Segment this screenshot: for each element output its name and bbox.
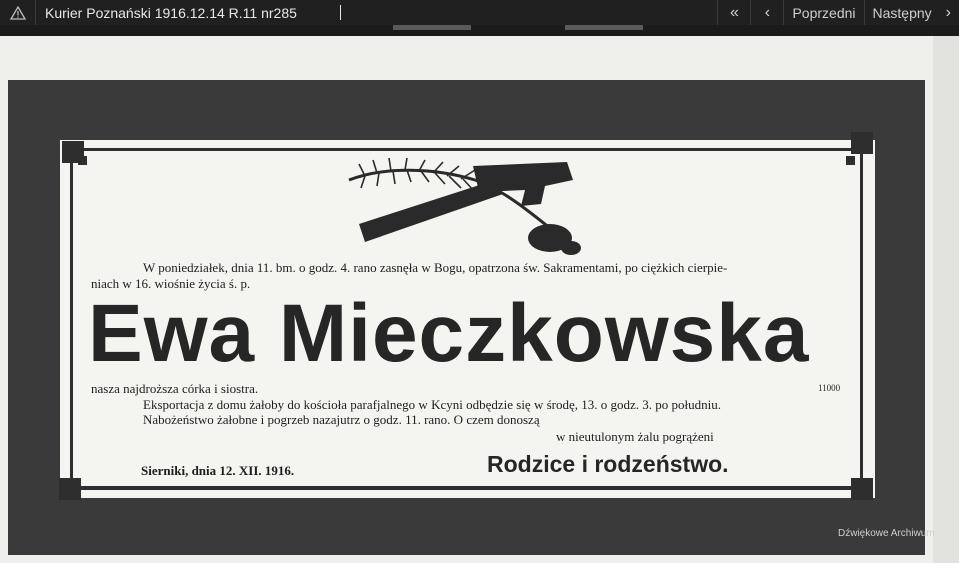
frame-corner bbox=[851, 478, 873, 500]
previous-button[interactable]: Poprzedni bbox=[783, 0, 863, 25]
intro-line-2: niach w 16. wiośnie życia ś. p. bbox=[91, 276, 251, 291]
toolbar bbox=[0, 0, 959, 25]
scroll-indicator bbox=[565, 25, 643, 30]
relation-line: nasza najdroższa córka i siostra. bbox=[91, 381, 259, 396]
frame-dot bbox=[78, 156, 87, 165]
frame-dot bbox=[846, 156, 855, 165]
reference-number: 11000 bbox=[818, 383, 841, 393]
warning-icon bbox=[10, 6, 26, 20]
next-button[interactable] bbox=[864, 0, 959, 25]
scroll-indicator bbox=[393, 25, 471, 30]
cross-with-palm-icon bbox=[345, 158, 585, 258]
chevron-left-icon: ‹ bbox=[764, 3, 771, 21]
page-edge bbox=[933, 36, 959, 563]
place-and-date: Sierniki, dnia 12. XII. 1916. bbox=[141, 463, 295, 478]
document-title: Kurier Poznański 1916.12.14 R.11 nr285 bbox=[45, 4, 297, 21]
border-line bbox=[860, 148, 863, 490]
frame-corner bbox=[851, 132, 873, 154]
frame-corner bbox=[59, 478, 81, 500]
text-caret bbox=[340, 5, 341, 20]
chevron-right-icon: › bbox=[945, 3, 951, 21]
intro-line-1: W poniedziałek, dnia 11. bm. o godz. 4. rano zasnęła w Bogu, opatrzona św. Sakramentami, po ciężkich cierpie- bbox=[143, 260, 728, 275]
signature: Rodzice i rodzeństwo. bbox=[487, 451, 729, 477]
grief-line: w nieutulonym żalu pogrążeni bbox=[556, 429, 714, 444]
navigation bbox=[717, 0, 959, 25]
border-line bbox=[70, 148, 863, 151]
border-line bbox=[70, 486, 863, 490]
double-chevron-left-icon: « bbox=[730, 3, 739, 21]
first-page-button[interactable] bbox=[717, 0, 750, 25]
funeral-line-1: Eksportacja z domu żałoby do kościoła parafjalnego w Kcyni odbędzie się w środę, 13. o godz. 3. po południu. bbox=[143, 397, 721, 412]
funeral-line-2: Nabożeństwo żałobne i pogrzeb nazajutrz o godz. 11. rano. O czem donoszą bbox=[143, 412, 540, 427]
next-label: Następny bbox=[872, 4, 932, 21]
archive-watermark: Dźwiękowe Archiwum bbox=[838, 528, 935, 539]
border-line bbox=[70, 148, 73, 490]
previous-arrow-button[interactable] bbox=[750, 0, 783, 25]
deceased-name: Ewa Mieczkowska bbox=[88, 288, 810, 379]
warning-button[interactable] bbox=[0, 0, 36, 25]
